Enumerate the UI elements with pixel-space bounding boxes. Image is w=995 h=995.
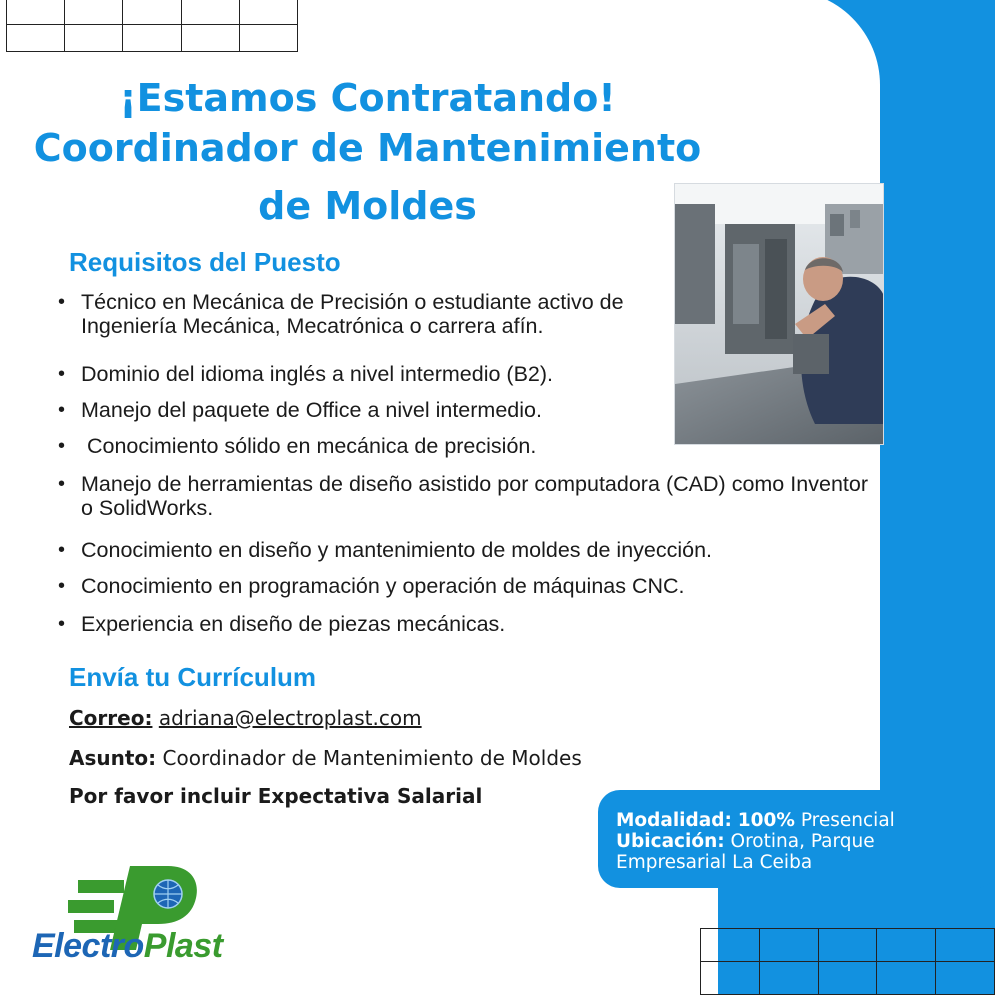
modality-line xyxy=(616,810,995,831)
technician-photo xyxy=(674,183,884,445)
modality-label: Modalidad: xyxy=(616,810,732,831)
list-item: • Experiencia en diseño de piezas mecánicas. xyxy=(58,612,868,636)
location-line xyxy=(616,831,995,852)
subject-value: Coordinador de Mantenimiento de Moldes xyxy=(162,746,582,770)
location-value-1: Orotina, Parque xyxy=(730,831,875,852)
requirements-title: Requisitos del Puesto xyxy=(69,247,341,277)
list-item: • Dominio del idioma inglés a nivel intermedio (B2). xyxy=(58,362,678,386)
decorative-grid-bottom xyxy=(700,928,995,995)
email-label: Correo: xyxy=(69,706,153,730)
logo-wordmark xyxy=(32,927,223,966)
email-line xyxy=(69,706,422,730)
modality-percent: 100% xyxy=(737,810,795,831)
salary-note: Por favor incluir Expectativa Salarial xyxy=(69,784,483,808)
hiring-headline: ¡Estamos Contratando! xyxy=(119,76,616,120)
logo-word-plast: Plast xyxy=(143,927,223,965)
list-item: • Conocimiento en programación y operación de máquinas CNC. xyxy=(58,574,868,598)
list-item: • Manejo de herramientas de diseño asistido por computadora (CAD) como Inventor o SolidWorks. xyxy=(58,472,868,520)
decorative-grid-top xyxy=(6,0,298,52)
subject-label: Asunto: xyxy=(69,746,157,770)
send-cv-title: Envía tu Currículum xyxy=(69,662,317,692)
location-label: Ubicación: xyxy=(616,831,725,852)
job-details-box xyxy=(598,790,995,888)
list-item: • Técnico en Mecánica de Precisión o estudiante activo de Ingeniería Mecánica, Mecatrónica o carrera afín. xyxy=(58,290,678,338)
modality-value: Presencial xyxy=(800,810,895,831)
subject-line xyxy=(69,746,582,770)
list-item: • Manejo del paquete de Office a nivel intermedio. xyxy=(58,398,678,422)
email-link[interactable]: adriana@electroplast.com xyxy=(158,706,422,730)
logo-word-electro: Electro xyxy=(32,927,144,965)
location-value-2: Empresarial La Ceiba xyxy=(616,852,813,873)
job-title-line2: de Moldes xyxy=(258,184,477,228)
list-item: • Conocimiento en diseño y mantenimiento de moldes de inyección. xyxy=(58,538,868,562)
list-item: • Conocimiento sólido en mecánica de precisión. xyxy=(58,434,678,458)
job-title-line1: Coordinador de Mantenimiento xyxy=(33,126,702,170)
